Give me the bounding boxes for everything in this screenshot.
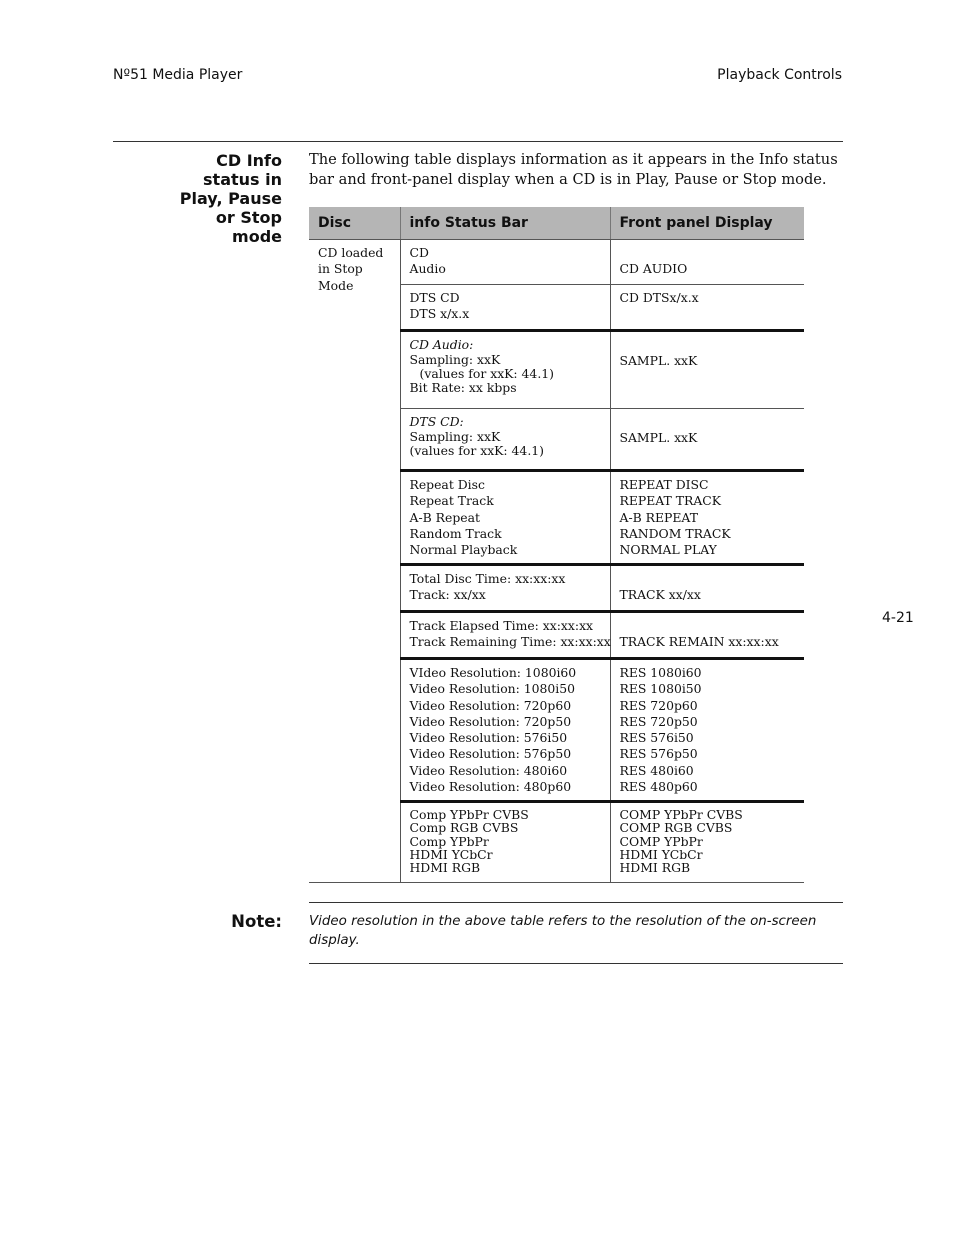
info-line: DTS x/x.x [409,306,470,322]
info-cell [400,471,610,565]
info-line: Sampling: xxK [409,429,501,445]
front-line: CD AUDIO [619,261,688,277]
front-line [620,618,801,634]
front-line: SAMPL. xxK [619,430,698,446]
info-line: (values for xxK: 44.1) [419,366,554,382]
info-line: Track Elapsed Time: xx:xx:xx [409,618,594,633]
info-cell [400,331,610,409]
front-line [620,414,801,430]
disc-line: CD loaded [318,245,384,260]
front-cell [610,659,804,802]
info-line: Bit Rate: xx kbps [409,379,517,395]
front-line: CD DTSx/x.x [619,290,699,305]
front-line [620,337,801,353]
info-line: Comp RGB CVBS [409,820,519,836]
section-heading [150,151,282,246]
info-line: Comp YPbPr [409,833,489,849]
front-line: COMP YPbPr [619,833,703,849]
info-line: Track Remaining Time: xx:xx:xx [409,634,611,650]
section-heading-line: CD Info [216,151,282,170]
info-cell [400,802,610,883]
info-line: HDMI YCbCr [409,846,493,862]
info-cell [400,409,610,471]
front-cell [610,331,804,409]
note-label: Note: [231,912,282,931]
column-header-front-panel: Front panel Display [610,207,804,240]
section-heading-line: mode [232,227,282,246]
info-line: Video Resolution: 720p60 [409,697,572,713]
page-number: 4-21 [882,610,914,626]
column-header-info-status-bar: info Status Bar [400,207,610,240]
info-cell [400,285,610,331]
info-line: Total Disc Time: xx:xx:xx [409,571,566,586]
front-line: REPEAT DISC [619,477,709,492]
front-cell [610,240,804,285]
front-cell [610,612,804,659]
front-line: SAMPL. xxK [619,353,698,369]
running-header-section: Playback Controls [717,67,842,83]
front-line: RES 1080i50 [619,681,702,697]
front-line: RES 720p50 [619,713,698,729]
front-line: TRACK REMAIN xx:xx:xx [619,634,779,650]
front-cell [610,802,804,883]
info-line: CD [409,245,429,260]
info-line: Video Resolution: 576p50 [409,746,572,762]
info-cell [400,659,610,802]
table-header-row [309,207,804,240]
info-cell [400,240,610,285]
running-header-title: Nº51 Media Player [113,67,243,83]
front-line: COMP YPbPr CVBS [619,807,743,822]
front-cell [610,285,804,331]
front-line: RANDOM TRACK [619,525,731,541]
info-line: CD Audio: [409,337,474,352]
front-line [620,245,801,261]
front-line: RES 1080i60 [619,665,702,680]
info-line: Normal Playback [409,542,518,558]
disc-line: in Stop [318,261,363,277]
info-line: VIdeo Resolution: 1080i60 [409,665,577,680]
section-heading-line: or Stop [215,208,282,227]
front-cell [610,565,804,612]
front-line: COMP RGB CVBS [619,820,733,836]
front-line: TRACK xx/xx [619,587,701,603]
section-heading-line: status in [203,170,282,189]
table-row [309,240,804,285]
info-line: Video Resolution: 720p50 [409,713,572,729]
info-line: Repeat Disc [409,477,485,492]
info-line: DTS CD: [409,414,464,429]
info-line: Random Track [409,525,502,541]
front-line: REPEAT TRACK [619,493,722,509]
info-line: HDMI RGB [409,860,481,876]
note-top-rule [309,902,843,903]
info-line: A-B Repeat [409,509,480,525]
front-line: A-B REPEAT [619,509,698,525]
info-line: Comp YPbPr CVBS [409,807,529,822]
info-line: Repeat Track [409,493,494,509]
front-line: HDMI RGB [619,860,691,876]
info-line: (values for xxK: 44.1) [409,443,544,459]
info-line: Video Resolution: 1080i50 [409,681,576,697]
info-cell [400,612,610,659]
section-divider [113,141,843,142]
info-line: Audio [409,261,446,277]
front-cell [610,409,804,471]
disc-line: Mode [318,277,354,293]
front-line: RES 576p50 [619,746,698,762]
info-line: Video Resolution: 480i60 [409,762,568,778]
front-line: RES 720p60 [619,697,698,713]
info-cell [400,565,610,612]
front-line [620,571,801,587]
info-line: Sampling: xxK [409,352,501,368]
front-cell [610,471,804,565]
note-bottom-rule [309,963,843,964]
note-text: Video resolution in the above table refers to the resolution of the on-screen display. [309,914,817,948]
front-line: NORMAL PLAY [619,542,717,558]
info-line: Video Resolution: 576i50 [409,730,568,746]
section-heading-line: Play, Pause [179,189,282,208]
intro-paragraph: The following table displays information as it appears in the Info status bar and front-panel display when a CD is in Play, Pause or Stop mode. [309,151,838,188]
info-line: DTS CD [409,290,460,305]
front-line: RES 480i60 [619,762,694,778]
cd-info-table [309,207,804,883]
front-line: RES 576i50 [619,730,694,746]
column-header-disc: Disc [309,207,400,240]
info-line: Video Resolution: 480p60 [409,779,572,795]
front-line: RES 480p60 [619,779,698,795]
front-line: HDMI YCbCr [619,846,703,862]
info-line: Track: xx/xx [409,587,486,603]
disc-cell [309,240,400,883]
